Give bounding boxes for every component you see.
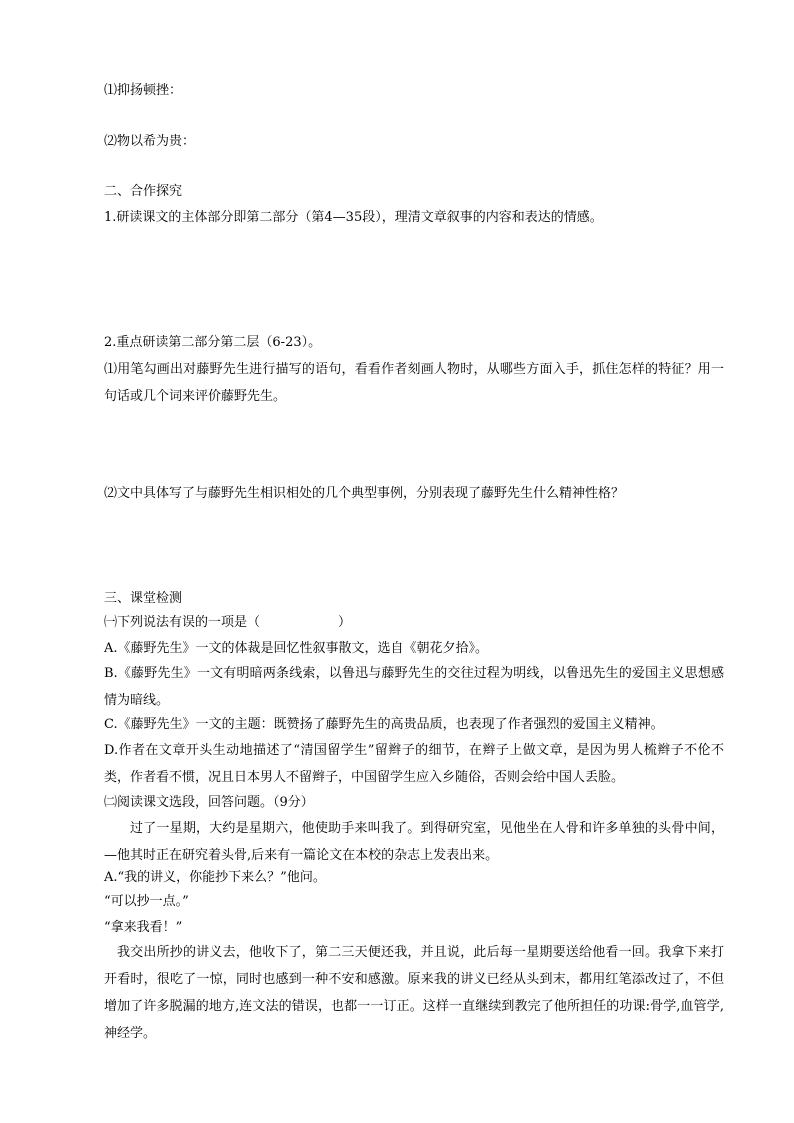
question-2-sub-1: ⑴用笔勾画出对藤野先生进行描写的语句，看看作者刻画人物时，从哪些方面入手，抓住怎样的特征？用一句话或几个词来评价藤野先生。 (104, 362, 724, 404)
option-a: A.《藤野先生》一文的体裁是回忆性叙事散文，选自《朝花夕拾》。 (104, 641, 489, 656)
test-part-1-prompt: ㈠下列说法有误的一项是（ ） (104, 615, 352, 630)
passage-paragraph-3: “可以抄一点。” (104, 894, 189, 909)
passage-paragraph-2: A.“我的讲义，你能抄下来么？”他问。 (104, 870, 326, 885)
section-heading-cooperative-inquiry: 二、合作探究 (104, 184, 183, 199)
passage-paragraph-1: 过了一星期，大约是星期六，他使助手来叫我了。到得研究室，见他坐在人骨和许多单独的头骨中间，—他其时正在研究着头骨,后来有一篇论文在本校的杂志上发表出来。 (104, 821, 724, 863)
passage-paragraph-5: 我交出所抄的讲义去，他收下了，第二三天便还我，并且说，此后每一星期要送给他看一回。我拿下来打开看时，很吃了一惊，同时也感到一种不安和感激。原来我的讲义已经从头到末，都用红笔添改过了，不但增加了许多脱漏的地方,连文法的错误，也都一一订正。这样一直继续到教完了他所担任的功课:骨学,血管学,神经学。 (104, 945, 724, 1041)
passage-paragraph-4: “拿来我看！” (104, 920, 183, 935)
test-part-2-prompt: ㈡阅读课文选段，回答问题。（9分） (104, 795, 314, 810)
option-b: B.《藤野先生》一文有明暗两条线索，以鲁迅与藤野先生的交往过程为明线，以鲁迅先生的爱国主义思想感情为暗线。 (104, 666, 724, 708)
question-1: 1.研读课文的主体部分即第二部分（第4—35段），理清文章叙事的内容和表达的情感。 (104, 210, 603, 225)
vocab-item-1: ⑴抑扬顿挫： (104, 83, 183, 98)
question-2-sub-2: ⑵文中具体写了与藤野先生相识相处的几个典型事例，分别表现了藤野先生什么精神性格？ (104, 486, 625, 501)
vocab-item-2: ⑵物以希为贵： (104, 134, 196, 149)
section-heading-class-test: 三、课堂检测 (104, 591, 183, 606)
option-c: C.《藤野先生》一文的主题：既赞扬了藤野先生的高贵品质，也表现了作者强烈的爱国主义精神。 (104, 717, 664, 732)
question-2: 2.重点研读第二部分第二层（6-23）。 (104, 335, 322, 350)
option-d: D.作者在文章开头生动地描述了“清国留学生”留辫子的细节，在辫子上做文章，是因为男人梳辫子不伦不类，作者看不惯，况且日本男人不留辫子，中国留学生应入乡随俗，否则会给中国人丢脸。 (104, 743, 724, 785)
